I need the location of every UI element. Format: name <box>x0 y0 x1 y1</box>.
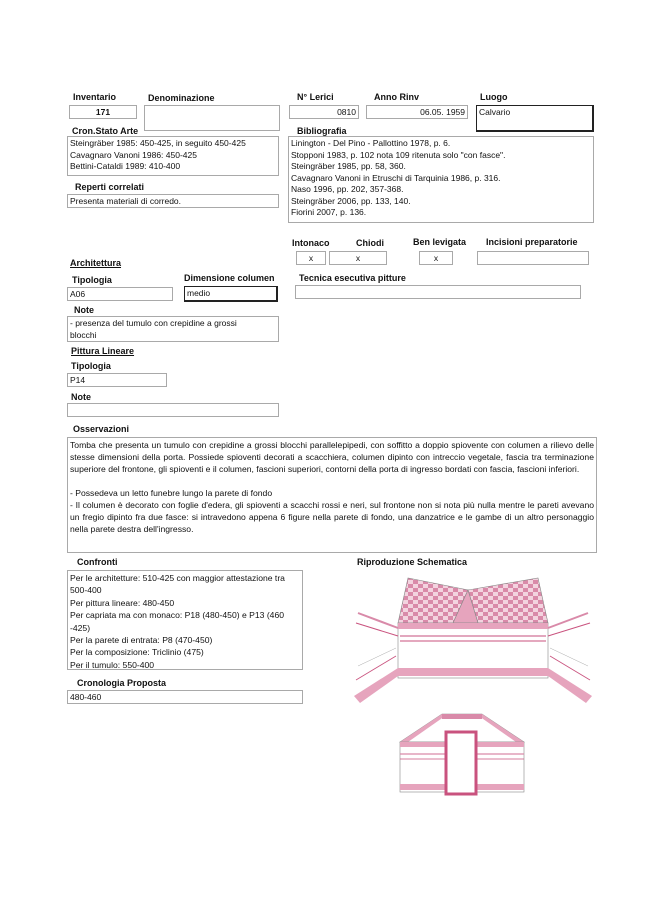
luogo-field[interactable]: Calvario <box>476 105 594 132</box>
cronologia-label: Cronologia Proposta <box>77 678 167 688</box>
ben-levigata-field[interactable]: x <box>419 251 453 265</box>
biblio-line: Fiorini 2007, p. 136. <box>291 207 367 217</box>
pittura-note-label: Note <box>71 392 91 402</box>
n-lerici-field[interactable]: 0810 <box>289 105 359 119</box>
incisioni-field[interactable] <box>477 251 589 265</box>
biblio-line: Steingräber 2006, pp. 133, 140. <box>291 195 411 206</box>
confronti-line: Per capriata ma con monaco: P18 (480-450) e P13 (460 -425) <box>70 610 285 633</box>
anno-rinv-label: Anno Rinv <box>374 92 419 102</box>
tecnica-esecutiva-label: Tecnica esecutiva pitture <box>299 273 406 283</box>
note-line: blocchi <box>70 329 97 340</box>
bibliografia-field[interactable] <box>288 136 594 223</box>
confronti-line: Per le architetture: 510-425 con maggior attestazione tra 500-400 <box>70 573 285 596</box>
door <box>446 732 476 794</box>
incisioni-label: Incisioni preparatorie <box>486 237 578 247</box>
riproduzione-label: Riproduzione Schematica <box>357 557 468 567</box>
biblio-line: Cavagnaro Vanoni in Etruschi di Tarquinia 1986, p. 316. <box>291 172 501 183</box>
cron-line: Cavagnaro Vanoni 1986: 450-425 <box>70 149 197 160</box>
note-line: - presenza del tumulo con crepidine a grossi <box>70 318 237 328</box>
chiodi-field[interactable]: x <box>329 251 387 265</box>
confronti-line: Per il tumulo: 550-400 <box>70 659 155 670</box>
intonaco-label: Intonaco <box>292 238 330 248</box>
architettura-label: Architettura <box>70 258 122 268</box>
ceiling-slope-right <box>468 578 548 623</box>
biblio-line: Steingräber 1985, pp. 58, 360. <box>291 161 406 171</box>
tipologia-field[interactable]: A06 <box>67 287 173 301</box>
ben-levigata-label: Ben levigata <box>413 237 467 247</box>
cron-stato-arte-label: Cron.Stato Arte <box>72 126 139 136</box>
intonaco-field[interactable]: x <box>296 251 326 265</box>
bibliografia-label: Bibliografia <box>297 126 347 136</box>
cron-line: Bettini-Cataldi 1989: 410-400 <box>70 161 181 171</box>
inventario-field[interactable]: 171 <box>69 105 137 119</box>
confronti-line: Per la composizione: Triclinio (475) <box>70 647 204 658</box>
n-lerici-label: N° Lerici <box>297 92 334 102</box>
note-label: Note <box>74 305 94 315</box>
osservazioni-paragraph: - Possedeva un letto funebre lungo la parete di fondo <box>70 488 273 498</box>
pittura-tipologia-label: Tipologia <box>71 361 111 371</box>
biblio-line: Linington - Del Pino - Pallottino 1978, p. 6. <box>291 138 451 148</box>
osservazioni-paragraph <box>70 475 594 487</box>
entrance-wall-drawing <box>392 712 532 812</box>
tipologia-label: Tipologia <box>72 275 112 285</box>
cron-line: Steingräber 1985: 450-425, in seguito 450-425 <box>70 138 246 148</box>
pittura-note-field[interactable] <box>67 403 279 417</box>
biblio-line: Naso 1996, pp. 202, 357-368. <box>291 184 404 194</box>
pittura-lineare-label: Pittura Lineare <box>71 346 135 356</box>
confronti-line: Per la parete di entrata: P8 (470-450) <box>70 635 213 646</box>
osservazioni-label: Osservazioni <box>73 424 130 434</box>
osservazioni-paragraph: - Il columen è decorato con foglie d'edera, gli spioventi a scacchi rossi e neri, sul frontone non si nota più nulla mentre le pareti avevano un fregio dipinto fra due fasce: si intravedono appena 6 figure nella parete di fondo, una danzatrice e le gambe di un altro personaggio nella parete destra dell'ingresso. <box>70 500 594 534</box>
anno-rinv-field[interactable]: 06.05. 1959 <box>366 105 468 119</box>
tecnica-esecutiva-field[interactable] <box>295 285 581 299</box>
cronologia-field[interactable]: 480-460 <box>67 690 303 704</box>
note-field[interactable] <box>67 316 279 342</box>
confronti-label: Confronti <box>77 557 118 567</box>
reperti-correlati-field[interactable]: Presenta materiali di corredo. <box>67 194 279 208</box>
chiodi-label: Chiodi <box>356 238 384 248</box>
confronti-line: Per pittura lineare: 480-450 <box>70 597 175 608</box>
dimensione-columen-label: Dimensione columen <box>184 273 275 283</box>
confronti-field[interactable] <box>67 570 303 670</box>
pittura-tipologia-field[interactable]: P14 <box>67 373 167 387</box>
inventario-label: Inventario <box>73 92 117 102</box>
biblio-line: Stopponi 1983, p. 102 nota 109 ritenuta solo "con fasce". <box>291 149 506 160</box>
denominazione-field[interactable] <box>144 105 280 131</box>
osservazioni-paragraph: Tomba che presenta un tumulo con crepidine a grossi blocchi parallelepipedi, con soffitto a doppio spiovente con columen a rilievo delle stesse dimensioni della porta. Possiede spioventi decorati a scacchiera, columen dipinto con intreccio vegetale, fascia tra terminazione superiore del frontone, gli spioventi e il columen, fascioni superiori, contorni della porta di ingresso bordati con fascia, fascioni inferiori. <box>70 440 594 474</box>
osservazioni-field[interactable] <box>67 437 597 553</box>
cron-stato-arte-field[interactable] <box>67 136 279 176</box>
luogo-label: Luogo <box>480 92 508 102</box>
reperti-correlati-label: Reperti correlati <box>75 182 145 192</box>
denominazione-label: Denominazione <box>148 93 215 103</box>
dimensione-columen-field[interactable]: medio <box>184 286 278 302</box>
